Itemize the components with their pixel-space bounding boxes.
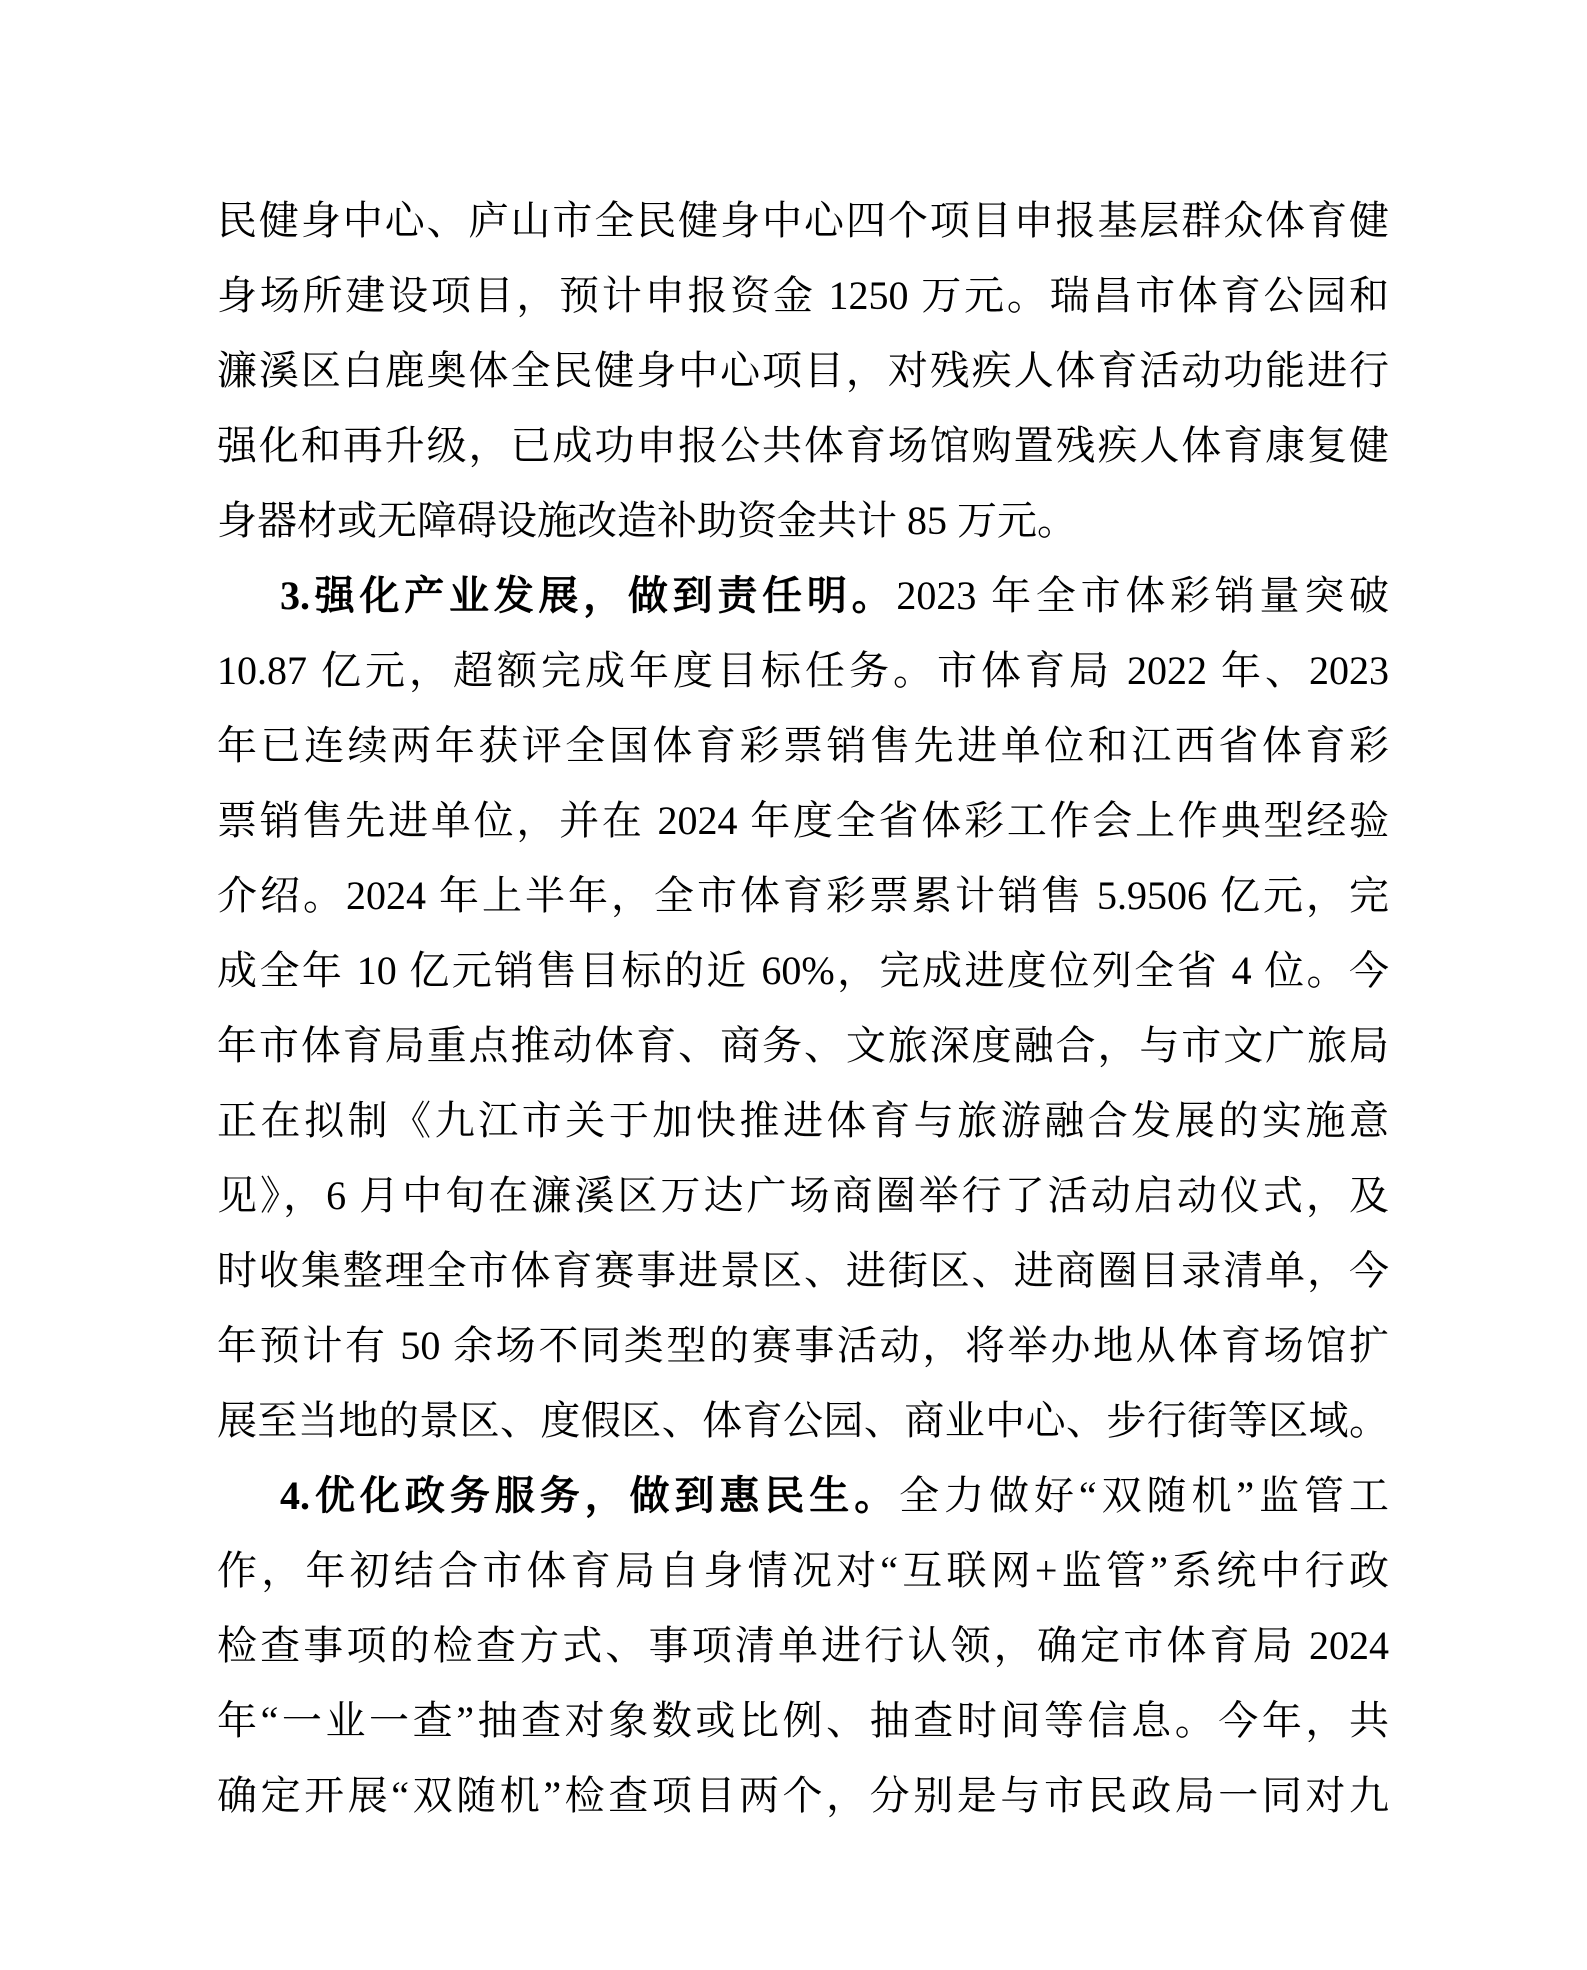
text-line: 成全年 10 亿元销售目标的近 60%，完成进度位列全省 4 位。今 — [217, 948, 1389, 993]
text-line: 年预计有 50 余场不同类型的赛事活动，将举办地从体育场馆扩 — [217, 1323, 1389, 1368]
text-run: 全力做好“双随机”监管工 — [899, 1473, 1389, 1518]
text-line: 身场所建设项目，预计申报资金 1250 万元。瑞昌市体育公园和 — [217, 273, 1389, 318]
text-line: 强化和再升级，已成功申报公共体育场馆购置残疾人体育康复健 — [217, 423, 1389, 468]
text-line: 年“一业一查”抽查对象数或比例、抽查时间等信息。今年，共 — [217, 1698, 1389, 1743]
text-line: 检查事项的检查方式、事项清单进行认领，确定市体育局 2024 — [217, 1623, 1389, 1668]
paragraph-section-3 — [217, 558, 1389, 1458]
text-line: 展至当地的景区、度假区、体育公园、商业中心、步行街等区域。 — [217, 1398, 1389, 1443]
text-line: 作，年初结合市体育局自身情况对“互联网+监管”系统中行政 — [217, 1548, 1389, 1593]
section-4-heading: 4.优化政务服务，做到惠民生。 — [280, 1473, 900, 1518]
text-line: 年已连续两年获评全国体育彩票销售先进单位和江西省体育彩 — [217, 723, 1389, 768]
text-line: 票销售先进单位，并在 2024 年度全省体彩工作会上作典型经验 — [217, 798, 1389, 843]
text-line: 介绍。2024 年上半年，全市体育彩票累计销售 5.9506 亿元，完 — [217, 873, 1389, 918]
text-block — [217, 183, 1389, 1833]
text-line: 确定开展“双随机”检查项目两个，分别是与市民政局一同对九 — [217, 1773, 1389, 1818]
text-line: 见》，6 月中旬在濂溪区万达广场商圈举行了活动启动仪式，及 — [217, 1173, 1389, 1218]
text-line: 身器材或无障碍设施改造补助资金共计 85 万元。 — [217, 498, 1077, 543]
text-run: 2023 年全市体彩销量突破 — [896, 573, 1390, 618]
text-line: 时收集整理全市体育赛事进景区、进街区、进商圈目录清单，今 — [217, 1248, 1389, 1293]
text-line: 民健身中心、庐山市全民健身中心四个项目申报基层群众体育健 — [217, 198, 1389, 243]
text-line: 濂溪区白鹿奥体全民健身中心项目，对残疾人体育活动功能进行 — [217, 348, 1389, 393]
text-line: 年市体育局重点推动体育、商务、文旅深度融合，与市文广旅局 — [217, 1023, 1389, 1068]
section-3-heading: 3.强化产业发展，做到责任明。 — [280, 573, 897, 618]
text-line: 正在拟制《九江市关于加快推进体育与旅游融合发展的实施意 — [217, 1098, 1389, 1143]
text-line: 10.87 亿元，超额完成年度目标任务。市体育局 2022 年、2023 — [217, 648, 1389, 693]
paragraph-section-4 — [217, 1458, 1389, 1833]
text-line — [217, 558, 1389, 633]
text-line — [217, 1458, 1389, 1533]
paragraph-continuation — [217, 183, 1389, 558]
